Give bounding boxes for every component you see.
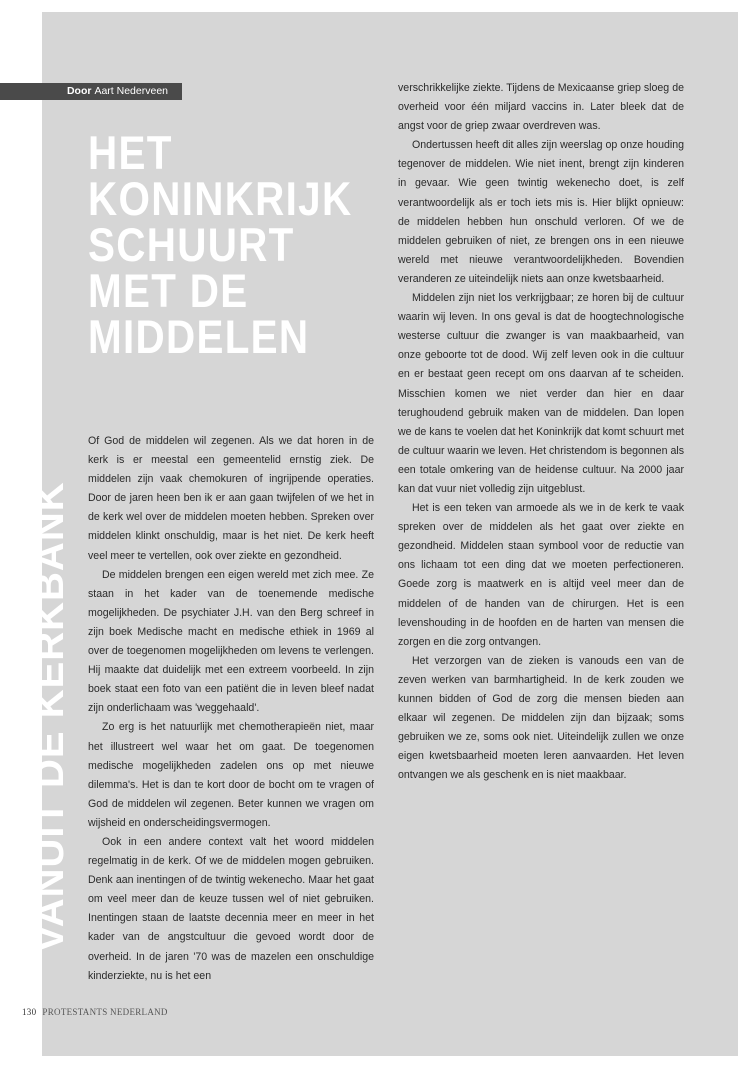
article-headline — [88, 126, 353, 363]
article-column-2 — [398, 79, 684, 785]
paragraph: Het is een teken van armoede als we in de kerk te vaak spreken over de middelen als het gaat over ziekte en gezondheid. Middelen staan symbool voor de reductie van ons lichaam tot een ding dat we moeten perfectioneren. Goede zorg is maatwerk en is altijd veel meer dan de middelen of de handen van de chirurgen. Het is een levenshouding in de hoofden en de harten van mensen die zorgen en die zorg ontvangen. — [398, 502, 684, 648]
paragraph: Ondertussen heeft dit alles zijn weerslag op onze houding tegenover de middelen. Wie niet inent, brengt zijn kinderen in gevaar. Wie geen twintig wekenecho doet, is zelf verantwoordelijk als er toch iets mis is. Hier blijkt opnieuw: de middelen hebben hun onschuld verloren. Of we de middelen gebruiken of niet, ze brengen ons in een nieuwe wereld met nieuwe verantwoordelijkheden. Bovendien veranderen ze uiteindelijk niets aan onze kwetsbaarheid. — [398, 139, 684, 285]
paragraph: verschrikkelijke ziekte. Tijdens de Mexicaanse griep sloeg de overheid voor één miljard vaccins in. Later bleek dat de angst voor de griep zwaar overdreven was. — [398, 82, 684, 133]
paragraph: Zo erg is het natuurlijk met chemotherapieën niet, maar het illustreert wel waar het om gaat. De toegenomen medische mogelijkheden zadelen ons op met nieuwe dilemma's. Het is dan te kort door de bocht om te vragen of God de middelen wil zegenen. Beter kunnen we vragen om wijsheid en onderscheidingsvermogen. — [88, 721, 374, 829]
article-column-1 — [88, 432, 374, 986]
publication-name: PROTESTANTS NEDERLAND — [42, 1007, 168, 1017]
headline-line: KONINKRIJK — [88, 172, 353, 225]
page-footer — [22, 1007, 168, 1017]
author-byline — [0, 83, 182, 100]
headline-line: SCHUURT — [88, 218, 295, 271]
author-prefix: Door — [66, 85, 92, 97]
paragraph: Het verzorgen van de zieken is vanouds een van de zeven werken van barmhartigheid. In de kerk zouden we kunnen bidden of God de zorg die mensen bieden aan elkaar wil zegenen. De middelen zijn dan bijzaak; soms gebruiken we ze, soms ook niet. Uiteindelijk zullen we onze eigen kwetsbaarheid moeten leren aanvaarden. Het leven ontvangen we als geschenk en is niet maakbaar. — [398, 654, 684, 782]
section-label: VANUIT DE KERKBANK — [28, 481, 72, 952]
paragraph: Of God de middelen wil zegenen. Als we dat horen in de kerk is er meestal een gemeentelid ernstig ziek. De middelen zijn vaak chemokuren of ingrijpende operaties. Door de jaren heen ben ik er aan gaan twijfelen of we het in de kerk wel over de middelen moeten hebben. Spreken over middelen klinkt onschuldig, maar is het niet. De kerk heeft veel meer te vertellen, ook over ziekte en gezondheid. — [88, 435, 374, 562]
paragraph: De middelen brengen een eigen wereld met zich mee. Ze staan in het kader van de toenemende medische mogelijkheden. De psychiater J.H. van den Berg schreef in zijn boek Medische macht en medische ethiek in 1969 al over de toegenomen mogelijkheden om levens te verlengen. Hij maakte dat duidelijk met een extreem voorbeeld. In zijn boek staat een foto van een patiënt die in leven bleef nadat zijn onderlichaam was 'weggehaald'. — [88, 568, 374, 715]
paragraph: Middelen zijn niet los verkrijgbaar; ze horen bij de cultuur waarin wij leven. In ons geval is dat de hoogtechnologische westerse cultuur die zwanger is van maakbaarheid, van onze geboorte tot de dood. Wij zelf leven ook in die cultuur en er bestaat geen recept om ons daarvan af te scheiden. Misschien komen we niet verder dan hier en daar terughoudend gebruik maken van de middelen. Dan lopen we de kans te voelen dat het Koninkrijk dat komt schuurt met de cultuur waarin we leven. Het christendom is begonnen als een totale omkering van de heidense cultuur. Na 2000 jaar kan dat vuur niet volledig zijn uitgeblust. — [398, 292, 684, 495]
author-name: Aart Nederveen — [94, 85, 168, 97]
paragraph: Ook in een andere context valt het woord middelen regelmatig in de kerk. Of we de middelen mogen gebruiken. Denk aan inentingen of de twintig wekenecho. Maar het gaat om veel meer dan de keuze tussen wel of niet gebruiken. Inentingen staan de laatste decennia meer en meer in het kader van de angstcultuur die gevoed wordt door de overheid. In de jaren '70 was de mazelen een onschuldige kinderziekte, nu is het een — [88, 835, 374, 982]
headline-line: MIDDELEN — [88, 310, 310, 363]
headline-line: HET — [88, 126, 173, 179]
page-number: 130 — [22, 1007, 37, 1017]
headline-line: MET DE — [88, 264, 249, 317]
